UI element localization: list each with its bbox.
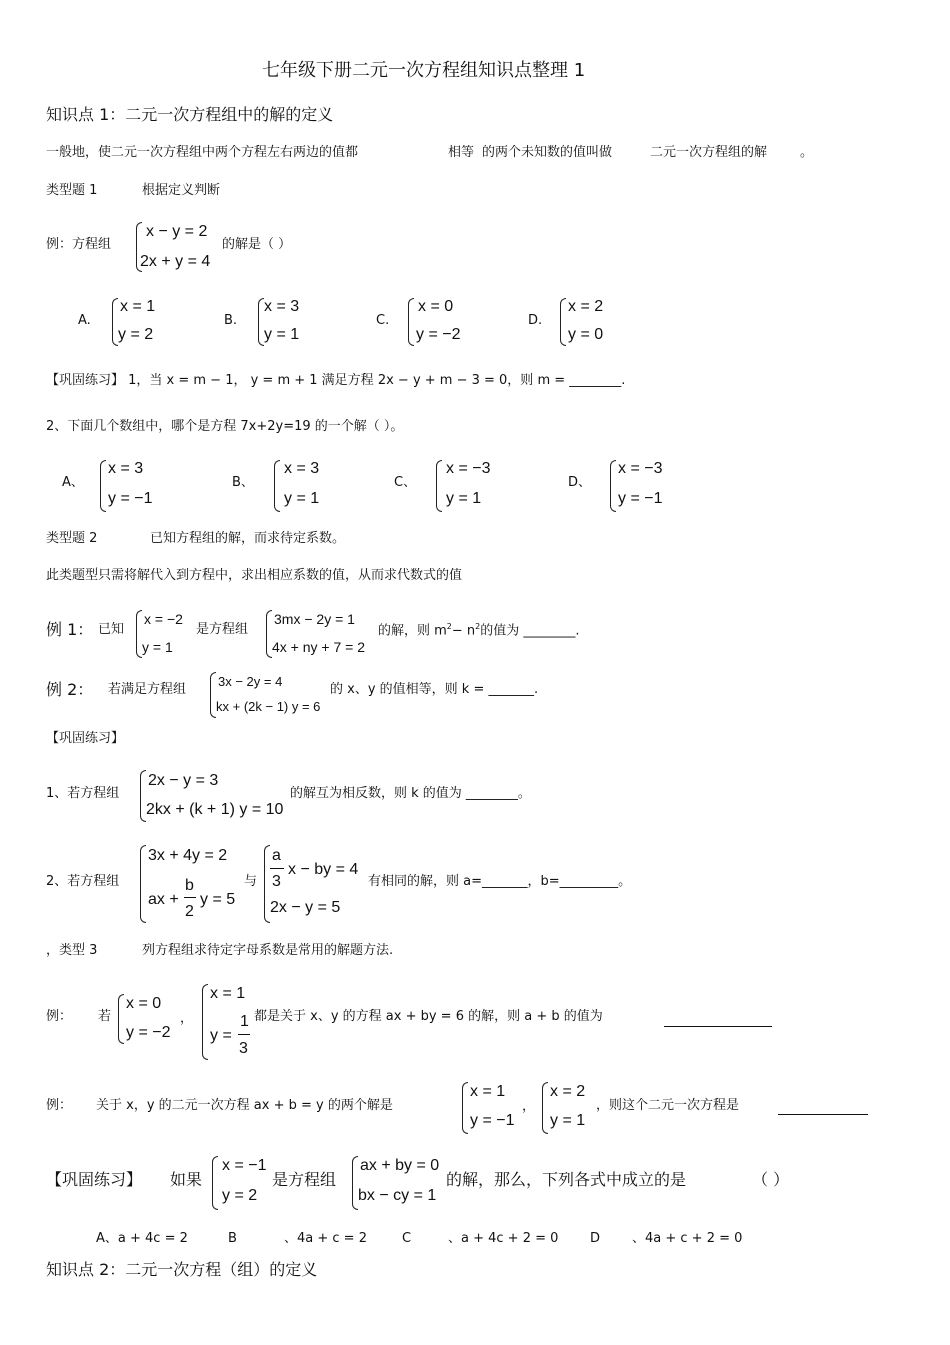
type3-label: ，类型 3 (46, 943, 98, 958)
example-label: 例： (46, 1098, 73, 1113)
option-letter: D (590, 1231, 601, 1246)
practice-pre: 1、若方程组 (46, 786, 120, 801)
solution-eq: x = 0 (126, 995, 162, 1012)
answer-blank[interactable] (778, 1114, 868, 1115)
system-brace (408, 298, 414, 346)
system-brace (202, 984, 208, 1060)
def-text-b: 相等 (448, 145, 475, 160)
fraction-bar (184, 897, 196, 898)
example-tail: ，则这个二元一次方程是 (596, 1098, 740, 1113)
example-label: 例：方程组 (46, 237, 112, 252)
example-tail (378, 623, 580, 637)
solution-eq: x = −1 (222, 1157, 267, 1174)
equation: ax + by = 0 (360, 1157, 440, 1174)
practice-1: 【巩固练习】 1，当 x = m − 1， y = m + 1 满足方程 2x − y + m − 3 = 0，则 m = ________. (46, 373, 626, 388)
system-brace (100, 460, 106, 512)
equation: 2x + y = 4 (140, 253, 211, 270)
option-letter: B (228, 1231, 237, 1246)
tail-a: 的解，则 m (378, 623, 447, 639)
practice-mid: 是方程组 (272, 1170, 337, 1189)
option-text: 、a + 4c + 2 = 0 (448, 1231, 559, 1246)
practice-tail: 的解，那么，下列各式中成立的是 (446, 1170, 687, 1189)
option-eq: x = −3 (446, 460, 491, 477)
fraction-bar (270, 868, 284, 869)
option-eq: x = 3 (284, 460, 320, 477)
example-label: 例： (46, 1009, 73, 1024)
option-letter: C (402, 1231, 412, 1246)
practice-heading: 【巩固练习】 (46, 731, 125, 746)
system-brace (118, 994, 124, 1044)
type2-label: 类型题 2 (46, 531, 98, 546)
example-pre: 若满足方程组 (108, 682, 187, 697)
example-tail: 的解是（ ） (222, 237, 292, 252)
fraction-num: a (272, 847, 281, 864)
solution-eq: y = 1 (142, 639, 173, 655)
tail-b: − n (451, 623, 476, 639)
equation: 3x + 4y = 2 (148, 847, 228, 864)
tail-c: 的值为 ________. (480, 623, 580, 639)
option-text: 、4a + c = 2 (284, 1231, 367, 1246)
example-mid: 是方程组 (196, 622, 249, 637)
equation: 2x − y = 5 (270, 899, 341, 916)
type2-note: 此类题型只需将解代入到方程中，求出相应系数的值，从而求代数式的值 (46, 568, 463, 583)
system-brace (140, 845, 146, 923)
example-pre: 若 (98, 1009, 112, 1024)
practice-pre: 如果 (170, 1170, 203, 1189)
practice-2: 2、下面几个数组中，哪个是方程 7x+2y=19 的一个解（ ）。 (46, 419, 404, 434)
def-text-d: 二元一次方程组的解 (650, 145, 768, 160)
answer-paren: （ ） (752, 1170, 790, 1189)
solution-eq: y = −1 (470, 1112, 515, 1129)
equation: x − y = 2 (146, 223, 208, 240)
type2-desc: 已知方程组的解，而求待定系数。 (150, 531, 346, 546)
example-tail: 的 x、y 的值相等，则 k = _______. (330, 682, 539, 697)
def-text-e: 。 (800, 145, 814, 160)
option-label: B、 (232, 475, 254, 490)
solution-eq: x = −2 (144, 611, 183, 627)
option-eq: y = 2 (118, 326, 154, 343)
practice-mid: 与 (244, 874, 258, 889)
solution-eq: y = 1 (550, 1112, 586, 1129)
example-pre: 已知 (98, 622, 125, 637)
option-eq: y = 0 (568, 326, 604, 343)
option-eq: y = −1 (618, 490, 663, 507)
system-brace (274, 460, 280, 512)
option-label: C、 (394, 475, 417, 490)
system-brace (610, 460, 616, 512)
option-text: A、a + 4c = 2 (96, 1231, 188, 1246)
equation: bx − cy = 1 (358, 1187, 437, 1204)
fraction-den: 3 (272, 873, 281, 890)
option-eq: y = −1 (108, 490, 153, 507)
option-eq: x = 0 (418, 298, 454, 315)
practice-heading: 【巩固练习】 (46, 1170, 143, 1189)
option-eq: y = 1 (284, 490, 320, 507)
system-brace (462, 1082, 468, 1134)
system-brace (436, 460, 442, 512)
equation: 2x − y = 3 (148, 772, 219, 789)
option-label: A、 (62, 475, 84, 490)
practice-tail: 有相同的解，则 a=_______，b=_________。 (368, 874, 632, 889)
option-eq: x = 1 (120, 298, 156, 315)
superscript-2: 2 (475, 622, 481, 631)
option-text: 、4a + c + 2 = 0 (632, 1231, 743, 1246)
option-eq: y = 1 (264, 326, 300, 343)
option-label: A. (78, 313, 91, 328)
practice-pre: 2、若方程组 (46, 874, 120, 889)
def-text-a: 一般地，使二元一次方程组中两个方程左右两边的值都 (46, 145, 359, 160)
equation: 3mx − 2y = 1 (274, 611, 355, 627)
solution-eq: x = 1 (470, 1083, 506, 1100)
equation: x − by = 4 (288, 861, 359, 878)
type1-desc: 根据定义判断 (142, 183, 221, 198)
type3-desc: 列方程组求待定字母系数是常用的解题方法. (142, 943, 394, 958)
option-label: C. (376, 313, 390, 328)
def-text-c: 的两个未知数的值叫做 (482, 145, 613, 160)
fraction-bar (238, 1034, 250, 1035)
option-eq: x = 3 (264, 298, 300, 315)
equation: ax + (148, 891, 179, 908)
option-eq: y = 1 (446, 490, 482, 507)
system-brace (212, 1156, 218, 1210)
type1-label: 类型题 1 (46, 183, 98, 198)
system-brace (542, 1082, 548, 1134)
option-label: B. (224, 313, 238, 328)
option-eq: y = −2 (416, 326, 461, 343)
example-label: 例 1： (46, 620, 94, 639)
system-brace (560, 298, 566, 346)
comma: ， (522, 1099, 536, 1114)
superscript-2: 2 (446, 622, 452, 631)
practice-tail: 的解互为相反数，则 k 的值为 ________。 (290, 786, 531, 801)
option-eq: x = −3 (618, 460, 663, 477)
solution-eq: x = 1 (210, 985, 246, 1002)
equation: 3x − 2y = 4 (218, 674, 283, 689)
page-title: 七年级下册二元一次方程组知识点整理 1 (262, 60, 586, 81)
example-tail: 都是关于 x、y 的方程 ax + by = 6 的解，则 a + b 的值为 (254, 1009, 603, 1024)
solution-eq: y = (210, 1027, 232, 1044)
option-label: D、 (568, 475, 592, 490)
equation: kx + (2k − 1) y = 6 (216, 699, 321, 714)
solution-eq: y = 2 (222, 1187, 258, 1204)
section-heading-kp1: 知识点 1：二元一次方程组中的解的定义 (46, 105, 334, 124)
fraction-num: b (185, 877, 194, 894)
section-heading-kp2: 知识点 2：二元一次方程（组）的定义 (46, 1260, 318, 1279)
comma: ， (180, 1011, 194, 1026)
solution-eq: y = −2 (126, 1024, 171, 1041)
option-eq: x = 3 (108, 460, 144, 477)
equation: y = 5 (200, 891, 236, 908)
option-eq: x = 2 (568, 298, 604, 315)
equation: 4x + ny + 7 = 2 (272, 639, 366, 655)
solution-eq: x = 2 (550, 1083, 586, 1100)
answer-blank[interactable] (664, 1026, 772, 1027)
fraction-den: 3 (239, 1040, 248, 1057)
example-label: 例 2： (46, 680, 94, 699)
fraction-den: 2 (185, 903, 194, 920)
example-pre: 关于 x，y 的二元一次方程 ax + b = y 的两个解是 (96, 1098, 393, 1113)
fraction-num: 1 (240, 1013, 249, 1030)
option-label: D. (528, 313, 543, 328)
equation: 2kx + (k + 1) y = 10 (146, 801, 284, 818)
